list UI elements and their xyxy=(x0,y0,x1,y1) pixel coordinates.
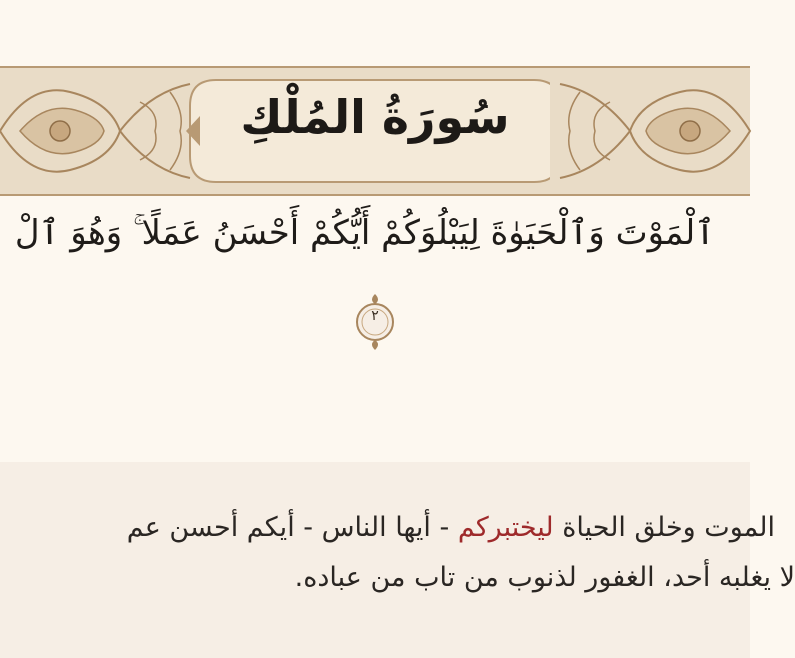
ayah-number: ٢ xyxy=(371,308,379,324)
tafsir-text: الموت وخلق الحياة xyxy=(553,512,775,543)
surah-title: سُورَةُ المُلْكِ xyxy=(240,90,510,144)
ayah-number-marker xyxy=(352,290,398,348)
ayah-text[interactable]: ٱلْمَوْتَ وَٱلْحَيَوٰةَ لِيَبْلُوَكُمْ أَيُّكُمْ أَحْسَنُ عَمَلًا ۚ وَهُوَ ٱلْ xyxy=(14,213,716,253)
tafsir-line-1 xyxy=(0,512,775,543)
arabesque-ornament-right xyxy=(550,72,750,190)
tafsir-highlight-word[interactable]: ليختبركم xyxy=(457,512,554,543)
tafsir-text: - أيها الناس - أيكم أحسن عم xyxy=(126,512,458,543)
tafsir-panel xyxy=(0,462,795,658)
surah-header-banner xyxy=(0,66,750,196)
tafsir-line-2: لا يغلبه أحد، الغفور لذنوب من تاب من عباده. xyxy=(294,562,795,593)
